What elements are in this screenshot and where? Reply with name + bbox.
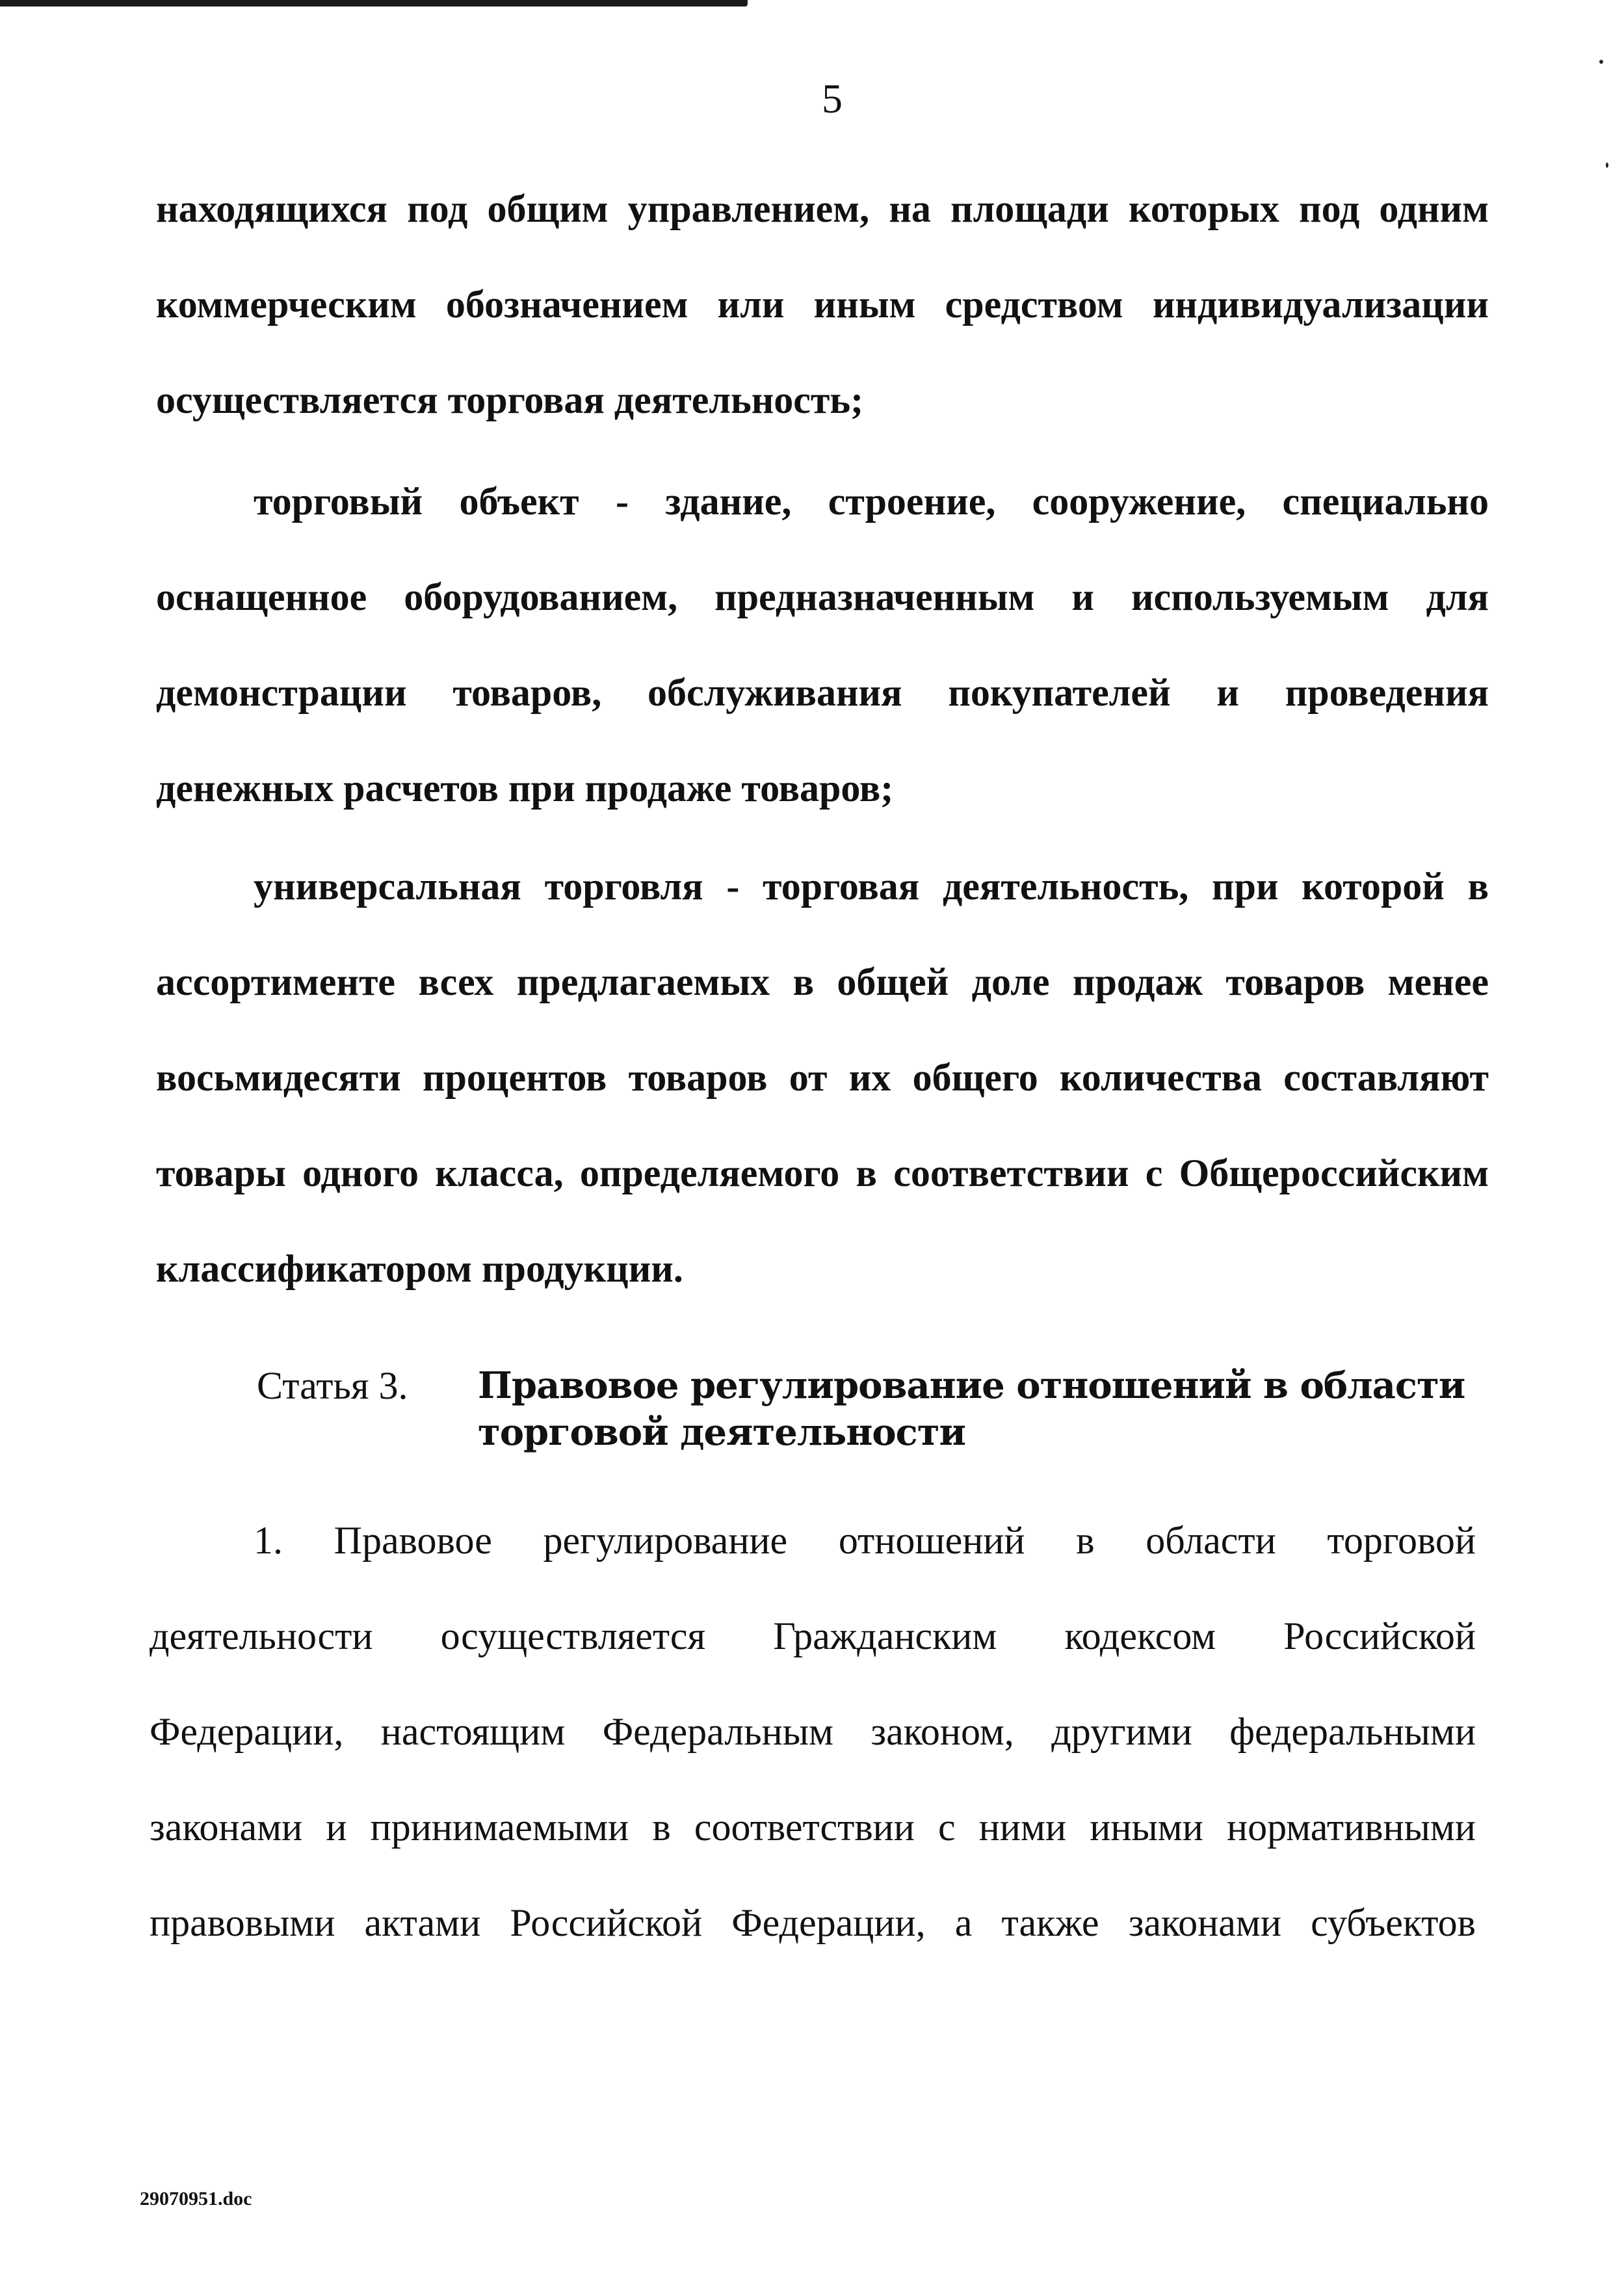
article-title-line: Правовое регулирование отношений в области [478,1364,1465,1407]
paragraph-definition-center [156,161,1489,448]
article-body [150,1493,1476,1971]
text-line: денежных расчетов при продаже товаров; [156,767,894,810]
text-line: деятельности осуществляется Гражданским кодексом Российской [150,1615,1476,1657]
text-line: правовыми актами Российской Федерации, а также законами субъектов [150,1901,1476,1944]
text-line: торговый объект - здание, строение, сооружение, специально [254,480,1489,523]
paragraph-definition-trade-object [156,454,1489,836]
article-title-line: торговой деятельности [478,1411,965,1454]
text-line: 1. Правовое регулирование отношений в области торговой [254,1519,1476,1562]
footer-filename: 29070951.doc [140,2188,252,2209]
scan-speck [1599,60,1603,64]
page-number: 5 [822,75,843,122]
article-label: Статья 3. [257,1364,408,1407]
text-line: классификатором продукции. [156,1247,683,1290]
text-line: восьмидесяти процентов товаров от их общего количества составляют [156,1056,1489,1099]
text-line: законами и принимаемыми в соответствии с ними иными нормативными [150,1806,1476,1849]
text-line: демонстрации товаров, обслуживания покупателей и проведения [156,671,1489,714]
text-line: Федерации, настоящим Федеральным законом, другими федеральными [150,1710,1476,1753]
article-title [478,1362,1465,1456]
paragraph-definition-universal-trade [156,839,1489,1317]
text-line: товары одного класса, определяемого в соответствии с Общероссийским [156,1152,1489,1194]
text-line: находящихся под общим управлением, на площади которых под одним [156,187,1489,230]
text-line: коммерческим обозначением или иным средством индивидуализации [156,283,1489,326]
text-line: универсальная торговля - торговая деятельность, при которой в [254,865,1489,908]
text-line: осуществляется торговая деятельность; [156,378,864,421]
text-line: ассортименте всех предлагаемых в общей доле продаж товаров менее [156,960,1489,1003]
scan-edge-artifact [0,0,748,7]
text-line: оснащенное оборудованием, предназначенным и используемым для [156,575,1489,618]
scan-speck [1606,163,1608,168]
